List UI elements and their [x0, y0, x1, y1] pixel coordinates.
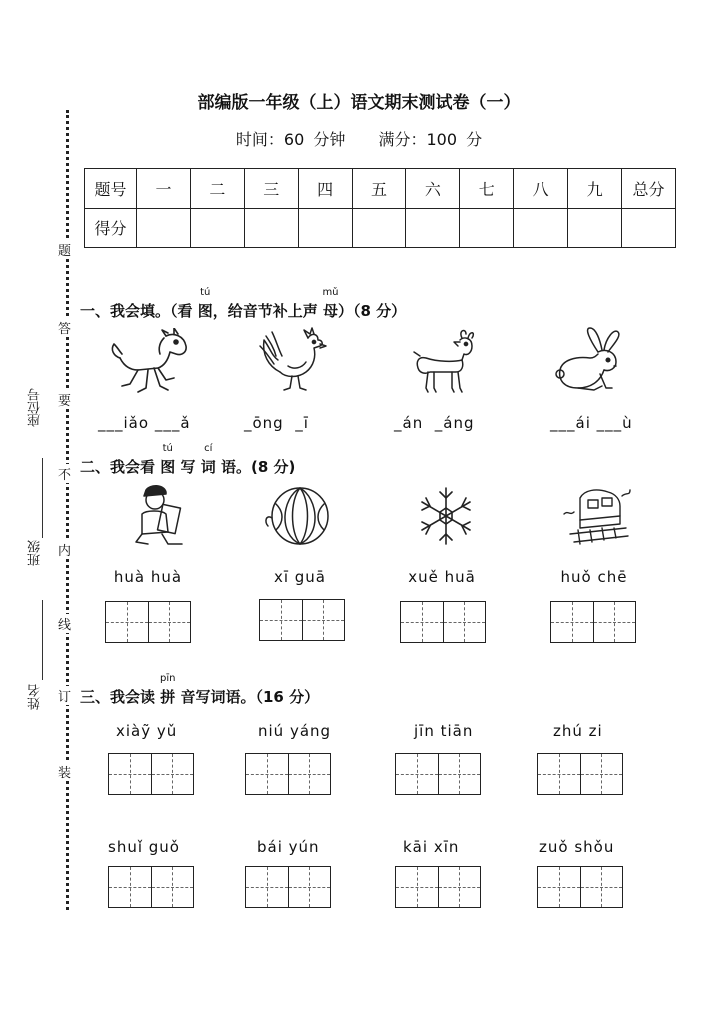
warning-char: 内 [58, 540, 71, 559]
writing-grid[interactable] [245, 866, 331, 908]
train-icon [560, 484, 632, 548]
score-header-row [85, 169, 676, 209]
class-label: 班级 [28, 540, 43, 566]
section-2-title: 二、我会看 tú 图 写 cí 词 语。(8 分) [80, 443, 296, 476]
score-cell[interactable] [190, 208, 244, 248]
warning-char: 线 [58, 614, 71, 633]
score-cell[interactable] [622, 208, 676, 248]
writing-grid[interactable] [395, 866, 481, 908]
pinyin-label: zuǒ shǒu [539, 838, 615, 856]
score-header-cell: 总分 [622, 169, 676, 209]
goat-icon [408, 328, 478, 396]
blank-item[interactable]: _ōng _ī [244, 414, 309, 432]
writing-grid[interactable] [245, 753, 331, 795]
score-cell[interactable] [137, 208, 191, 248]
score-header-cell: 二 [190, 169, 244, 209]
score-cell[interactable] [514, 208, 568, 248]
score-cell[interactable] [352, 208, 406, 248]
binding-line [66, 110, 69, 910]
warning-char: 装 [58, 762, 71, 781]
warning-char: 要 [58, 390, 71, 409]
pinyin-label: niú yáng [258, 722, 332, 740]
ruby-tu: tú 图 [197, 287, 213, 320]
blank-item[interactable]: _án _áng [394, 414, 475, 432]
rabbit-icon [550, 326, 630, 398]
exam-full-score: 满分：100 分 [378, 130, 483, 149]
warning-char: 订 [58, 686, 71, 705]
score-value-row [85, 208, 676, 248]
blank-item[interactable]: ___iǎo ___ǎ [98, 414, 191, 432]
pinyin-label: huǒ chē [560, 568, 628, 586]
rooster-icon [258, 326, 328, 394]
section-1-title: 一、我会填。（看 tú 图，给音节补上声 mǔ 母）（8 分） [80, 287, 407, 320]
pinyin-label: xuě huā [408, 568, 476, 586]
ruby-tu: tú 图 [160, 443, 176, 476]
pinyin-label: zhú zi [553, 722, 603, 740]
boy-painting-icon [132, 484, 190, 550]
score-header-cell: 四 [298, 169, 352, 209]
score-cell[interactable] [406, 208, 460, 248]
warning-char: 题 [58, 240, 71, 259]
writing-grid[interactable] [395, 753, 481, 795]
score-row-label: 得分 [85, 208, 137, 248]
score-cell[interactable] [244, 208, 298, 248]
writing-grid[interactable] [550, 601, 636, 643]
writing-grid[interactable] [537, 866, 623, 908]
name-label: 姓名 [28, 684, 43, 710]
ruby-mu: mǔ 母 [322, 287, 339, 320]
writing-grid[interactable] [108, 753, 194, 795]
pinyin-label: shuǐ guǒ [108, 838, 180, 856]
writing-grid[interactable] [537, 753, 623, 795]
pinyin-label: xī guā [273, 568, 327, 586]
snowflake-icon [414, 484, 478, 548]
writing-grid[interactable] [108, 866, 194, 908]
score-cell[interactable] [298, 208, 352, 248]
score-header-cell: 一 [137, 169, 191, 209]
ruby-ci: cí 词 [200, 443, 216, 476]
page-title: 部编版一年级（上）语文期末测试卷（一） [197, 93, 521, 113]
name-blank-line[interactable] [42, 600, 43, 680]
score-header-cell: 七 [460, 169, 514, 209]
score-header-cell: 九 [568, 169, 622, 209]
pinyin-label: xiàỹ yǔ [116, 722, 178, 740]
seat-label: 座位号 [28, 388, 43, 427]
pinyin-label: jīn tiān [414, 722, 474, 740]
blank-item[interactable]: ___ái ___ù [550, 414, 633, 432]
section-3-title: 三、我会读 pīn 拼 音写词语。（16 分） [80, 673, 320, 706]
pinyin-label: huà huà [113, 568, 183, 586]
watermelon-icon [262, 484, 334, 548]
pinyin-label: bái yún [257, 838, 320, 856]
score-header-cell: 题号 [85, 169, 137, 209]
writing-grid[interactable] [105, 601, 191, 643]
score-cell[interactable] [460, 208, 514, 248]
warning-char: 答 [58, 318, 71, 337]
warning-char: 不 [58, 464, 71, 483]
score-header-cell: 八 [514, 169, 568, 209]
writing-grid[interactable] [259, 599, 345, 641]
pinyin-label: kāi xīn [403, 838, 460, 856]
ruby-pin: pīn 拼 [160, 673, 176, 706]
score-cell[interactable] [568, 208, 622, 248]
exam-time: 时间：60 分钟 [235, 130, 346, 149]
writing-grid[interactable] [400, 601, 486, 643]
seat-class-divider [42, 458, 43, 538]
score-header-cell: 六 [406, 169, 460, 209]
score-header-cell: 五 [352, 169, 406, 209]
exam-info [0, 127, 718, 150]
horse-icon [108, 328, 192, 398]
score-table [84, 168, 676, 248]
score-header-cell: 三 [244, 169, 298, 209]
